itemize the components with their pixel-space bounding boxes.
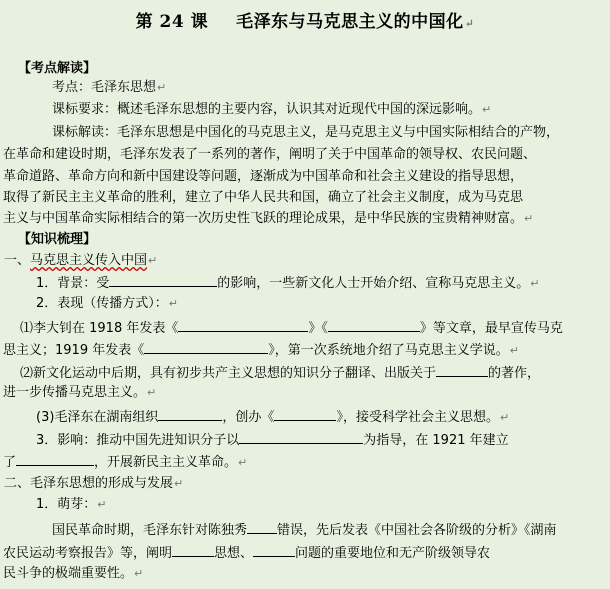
item-new-culture-line-1: ⑵新文化运动中后期，具有初步共产主义思想的知识分子翻译、出版关于 的著作， (20, 363, 540, 383)
exam-point: 考点：毛泽东思想↵ (52, 80, 167, 95)
revolution-line-1: 国民革命时期，毛泽东针对陈独秀 错误，先后发表《中国社会各阶级的分析》《湖南 (52, 520, 557, 540)
standard-requirement: 课标要求：概述毛泽东思想的主要内容，认识其对近现代中国的深远影响。↵ (52, 102, 492, 117)
interpretation-line-4: 取得了新民主主义革命的胜利，建立了中华人民共和国，确立了社会主义制度，成为马克思 (3, 190, 524, 205)
background-line: 1．背景：受 的影响，一些新文化人士开始介绍、宣称马克思主义。↵ (36, 273, 540, 293)
influence-line-1: 3．影响：推动中国先进知识分子以 为指导，在 1921 年建立 (36, 430, 509, 450)
lesson-name: 毛泽东与马克思主义的中国化 (236, 12, 464, 32)
item-mao-hunan: (3)毛泽东在湖南组织 ，创办《 》，接受科学社会主义思想。↵ (36, 407, 509, 427)
fill-blank[interactable] (253, 543, 295, 557)
interpretation-line-5: 主义与中国革命实际相结合的第一次历史性飞跃的理论成果，是中华民族的宝贵精神财富。↵ (3, 211, 534, 226)
fill-blank[interactable] (328, 318, 420, 332)
revolution-line-2: 农民运动考察报告》等，阐明 思想、 问题的重要地位和无产阶级领导农 (3, 543, 490, 563)
revolution-line-3: 民斗争的极端重要性。↵ (3, 566, 144, 581)
influence-line-2: 了 ，开展新民主主义革命。↵ (3, 452, 247, 472)
interpretation-line-1: 课标解读：毛泽东思想是中国化的马克思主义，是马克思主义与中国实际相结合的产物， (52, 125, 560, 140)
part-two-heading: 二、毛泽东思想的形成与发展↵ (4, 476, 184, 491)
fill-blank[interactable] (172, 543, 214, 557)
fill-blank[interactable] (178, 318, 308, 332)
item-new-culture-line-2: 进一步传播马克思主义。↵ (3, 385, 157, 400)
sprout-heading: 1．萌芽：↵ (36, 497, 107, 512)
performance-heading: 2．表现（传播方式）：↵ (36, 296, 178, 311)
fill-blank[interactable] (436, 363, 488, 377)
fill-blank[interactable] (239, 430, 363, 444)
lesson-number: 第 24 课 (135, 12, 209, 32)
lesson-title (0, 7, 610, 32)
interpretation-line-3: 革命道路、革命方向和新中国建设等问题，逐渐成为中国革命和社会主义建设的指导思想， (3, 169, 524, 184)
part-one-heading: 一、马克思主义传入中国↵ (4, 253, 158, 268)
interpretation-line-2: 在革命和建设时期，毛泽东发表了一系列的著作，阐明了关于中国革命的领导权、农民问题、 (3, 147, 537, 162)
fill-blank[interactable] (144, 340, 268, 354)
section-heading-exam: 【考点解读】 (18, 61, 97, 76)
fill-blank[interactable] (16, 452, 94, 466)
fill-blank[interactable] (109, 273, 217, 287)
item-li-dazhao-line-2: 思主义；1919 年发表《 》，第一次系统地介绍了马克思主义学说。↵ (3, 340, 519, 360)
fill-blank[interactable] (247, 520, 277, 534)
fill-blank[interactable] (274, 407, 336, 421)
fill-blank[interactable] (158, 407, 222, 421)
section-heading-knowledge: 【知识梳理】 (18, 232, 97, 247)
paragraph-mark: ↵ (464, 17, 475, 30)
item-li-dazhao-line-1: ⑴李大钊在 1918 年发表《 》《 》等文章，最早宣传马克 (20, 318, 563, 338)
